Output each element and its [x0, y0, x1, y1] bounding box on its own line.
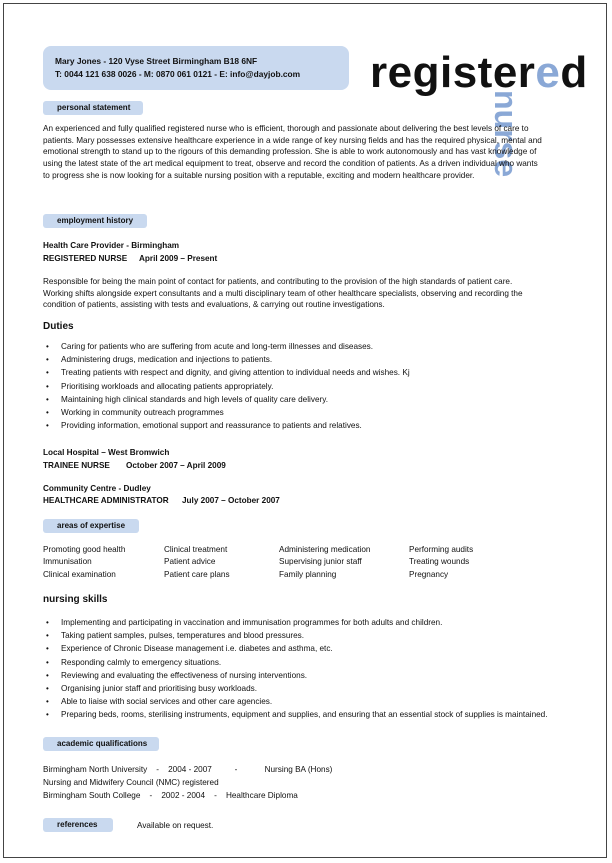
logo-part-2: er	[492, 48, 536, 97]
academic-line-2: Nursing and Midwifery Council (NMC) registered	[43, 778, 219, 787]
list-item: • Working in community outreach programmes	[43, 406, 410, 419]
expertise-item: Administering medication	[279, 545, 371, 554]
expertise-item: Pregnancy	[409, 570, 449, 579]
registered-logo	[370, 48, 588, 98]
expertise-item: Promoting good health	[43, 545, 126, 554]
expertise-item: Patient care plans	[164, 570, 230, 579]
list-item: • Reviewing and evaluating the effectiveness of nursing interventions.	[43, 669, 548, 682]
list-item: • Caring for patients who are suffering from acute and long-term illnesses and diseases.	[43, 340, 410, 353]
list-item: • Able to liaise with social services and other care agencies.	[43, 695, 548, 708]
list-item: • Taking patient samples, pulses, temperatures and blood pressures.	[43, 629, 548, 642]
job3-employer: Community Centre - Dudley	[43, 484, 151, 493]
personal-statement-heading: personal statement	[43, 101, 143, 115]
nursing-skills-heading: nursing skills	[43, 594, 108, 605]
list-item: • Organising junior staff and prioritising busy workloads.	[43, 682, 548, 695]
expertise-item: Supervising junior staff	[279, 557, 362, 566]
job1-title: REGISTERED NURSE	[43, 254, 128, 263]
contact-phone-email: T: 0044 121 638 0026 - M: 0870 061 0121 - E: info@dayjob.com	[55, 69, 301, 79]
references-heading: references	[43, 818, 113, 832]
academic-line-3: Birmingham South College - 2002 - 2004 - Healthcare Diploma	[43, 791, 298, 800]
logo-part-1: regist	[370, 48, 493, 97]
personal-statement-text: An experienced and fully qualified registered nurse who is efficient, thorough and passionate about delivering the best levels of care to patients. Mary possesses extensive healthcare experience in a wide range of key nursing fields and has the required physical, mental and emotional strength to stand up to the rigours of this demanding profession. She is able to work autonomously and has vast knowledge of using the latest state of the art medical equipment to treat, observe and record the condition of patients. As a driven individual who wants to progress she is now looking for a suitable nursing position with a reputable, exciting and modern healthcare provider.	[43, 124, 542, 180]
expertise-item: Performing audits	[409, 545, 474, 554]
job2-dates: October 2007 – April 2009	[126, 461, 226, 470]
nurse-vertical-text: nurse	[488, 90, 524, 178]
references-text: Available on request.	[137, 821, 214, 830]
expertise-item: Clinical examination	[43, 570, 116, 579]
academic-line-1: Birmingham North University - 2004 - 2007 - Nursing BA (Hons)	[43, 765, 333, 774]
employment-history-heading: employment history	[43, 214, 147, 228]
expertise-item: Treating wounds	[409, 557, 470, 566]
areas-of-expertise-heading: areas of expertise	[43, 519, 139, 533]
duties-heading: Duties	[43, 321, 74, 332]
contact-name-address: Mary Jones - 120 Vyse Street Birmingham B18 6NF	[55, 56, 258, 66]
list-item: • Prioritising workloads and allocating patients appropriately.	[43, 380, 410, 393]
contact-box	[43, 46, 349, 90]
list-item: • Treating patients with respect and dignity, and giving attention to individual needs and wishes. Kj	[43, 366, 410, 379]
logo-part-4: d	[560, 48, 588, 97]
list-item: • Providing information, emotional support and reassurance to patients and relatives.	[43, 419, 410, 432]
job1-dates: April 2009 – Present	[139, 254, 218, 263]
job2-title: TRAINEE NURSE	[43, 461, 110, 470]
list-item: • Experience of Chronic Disease management i.e. diabetes and asthma, etc.	[43, 642, 548, 655]
job1-description: Responsible for being the main point of contact for patients, and contributing to the provision of the high standards of patient care. Working shifts alongside expert consultants and a multi disciplinary team of other healthcare specialists, observing and recording the condition of patients, assisting with tests and evaluations, & carrying out routine investigations.	[43, 277, 523, 310]
job3-dates: July 2007 – October 2007	[182, 496, 280, 505]
list-item: • Responding calmly to emergency situations.	[43, 656, 548, 669]
logo-accent-e: e	[535, 48, 561, 97]
job3-title: HEALTHCARE ADMINISTRATOR	[43, 496, 169, 505]
list-item: • Preparing beds, rooms, sterilising instruments, equipment and supplies, and ensuring that an essential stock of supplies is maintained.	[43, 708, 548, 721]
expertise-item: Patient advice	[164, 557, 216, 566]
list-item: • Maintaining high clinical standards and high levels of quality care delivery.	[43, 393, 410, 406]
expertise-item: Family planning	[279, 570, 337, 579]
list-item: • Implementing and participating in vaccination and immunisation programmes for both adults and children.	[43, 616, 548, 629]
academic-qualifications-heading: academic qualifications	[43, 737, 159, 751]
job1-employer: Health Care Provider - Birmingham	[43, 241, 180, 250]
nursing-skills-list	[43, 616, 548, 722]
list-item: • Administering drugs, medication and injections to patients.	[43, 353, 410, 366]
job2-employer: Local Hospital – West Bromwich	[43, 448, 170, 457]
expertise-item: Immunisation	[43, 557, 92, 566]
expertise-item: Clinical treatment	[164, 545, 228, 554]
duties-list	[43, 340, 410, 432]
